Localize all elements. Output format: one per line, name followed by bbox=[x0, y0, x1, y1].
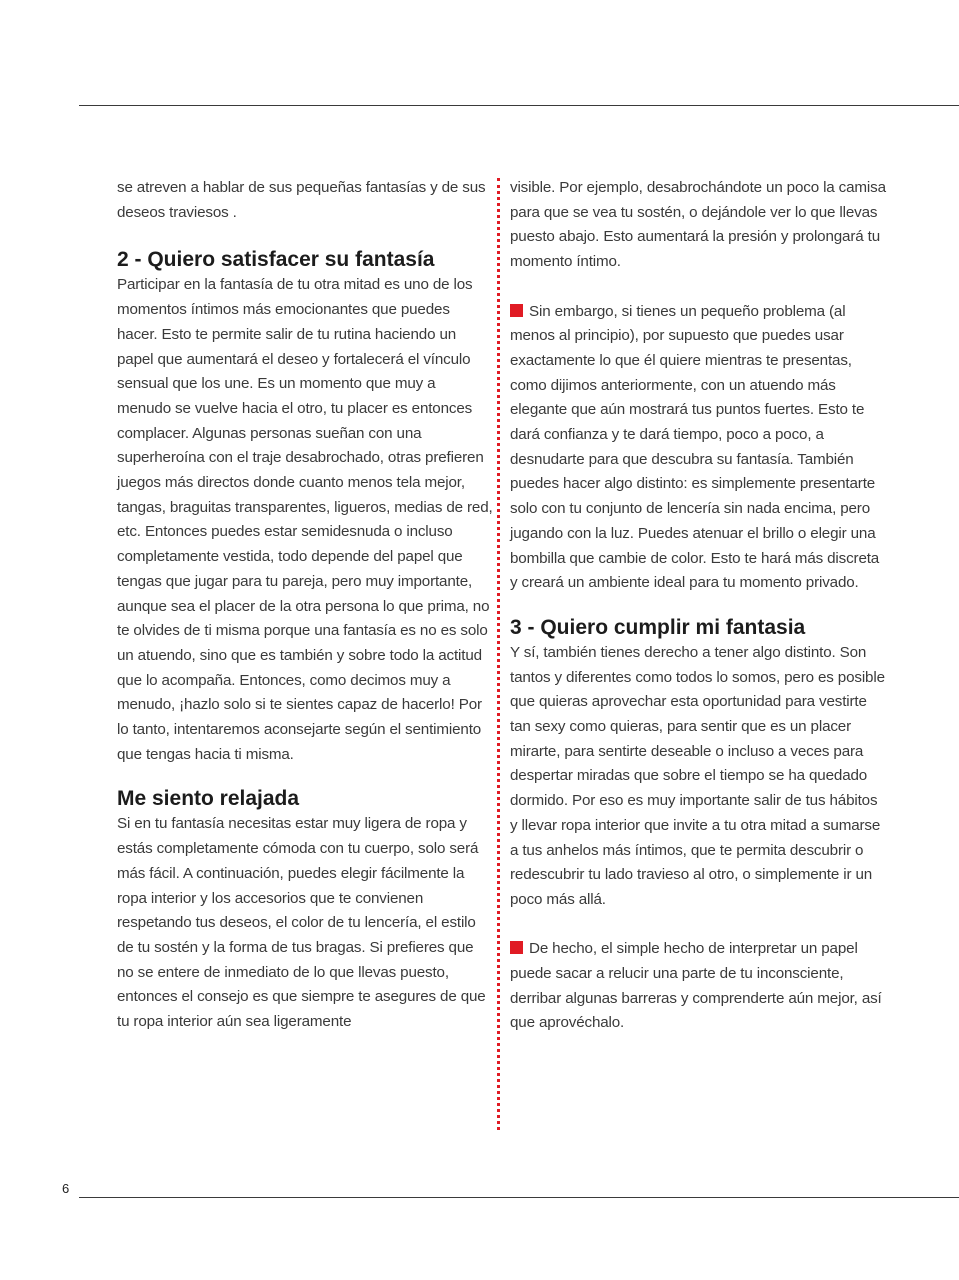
bottom-rule bbox=[79, 1197, 959, 1198]
right-column bbox=[510, 176, 888, 1036]
left-column bbox=[117, 176, 493, 1035]
top-rule bbox=[79, 105, 959, 106]
red-square-icon bbox=[510, 304, 523, 317]
continued-paragraph: visible. Por ejemplo, desabrochándote un poco la camisa para que se vea tu sostén, o dejándole ver lo que llevas puesto abajo. Esto aumentará la presión y prolongará tu momento íntimo. bbox=[510, 179, 886, 271]
section-3-paragraph: Y sí, también tienes derecho a tener algo distinto. Son tantos y diferentes como todos lo somos, pero es posible que quieras aprovechar esta oportunidad para vestirte tan sexy como quieras, para sentir que es un placer mirarte, para sentirte deseable o incluso a veces para despertar miradas que sobre el tiempo se ha quedado dormido. Por eso es muy importante salir de tus hábitos y llevar ropa interior que invite a tu otra mitad a sumarse a tus anhelos más íntimos, que te permita descubrir o redescubrir tu lado travieso al otro, o simplemente ir un poco más allá. bbox=[510, 643, 885, 908]
page-number: 6 bbox=[62, 1181, 70, 1196]
bullet-paragraph-2 bbox=[510, 937, 888, 1036]
section-heading-3: 3 - Quiero cumplir mi fantasia bbox=[510, 615, 806, 639]
red-square-icon bbox=[510, 941, 523, 954]
section-2-paragraph: Participar en la fantasía de tu otra mitad es uno de los momentos íntimos más emocionantes que puedes hacer. Esto te permite salir de tu rutina haciendo un papel que aumentará el deseo y fortalecerá el vínculo sensual que los une. Es un momento que muy a menudo se vuelve hacia el otro, tu placer es entonces complacer. Algunas personas sueñan con una superheroína con el traje desabrochado, otras prefieren juegos más directos donde cuanto menos tela mejor, tangas, braguitas transparentes, ligueros, medias de red, etc. Entonces puedes estar semidesnuda o incluso completamente vestida, todo depende del papel que tengas que jugar para tu pareja, pero muy importante, aunque sea el placer de la otra persona lo que prima, no te olvides de ti misma porque una fantasía es no es solo un atuendo, sino que es también y sobre todo la actitud que lo acompaña. Entonces, como decimos muy a menudo, ¡hazlo solo si te sientes capaz de hacerlo! Por lo tanto, intentaremos aconsejarte según el sentimiento que tengas hacia ti misma. bbox=[117, 276, 493, 763]
subheading-relajada: Me siento relajada bbox=[117, 787, 300, 811]
intro-paragraph: se atreven a hablar de sus pequeñas fantasías y de sus deseos traviesos . bbox=[117, 179, 486, 221]
bullet-paragraph-2-text: De hecho, el simple hecho de interpretar un papel puede sacar a relucir una parte de tu inconsciente, derribar algunas barreras y comprenderte aún mejor, así que aprovéchalo. bbox=[510, 940, 882, 1032]
relajada-paragraph: Si en tu fantasía necesitas estar muy ligera de ropa y estás completamente cómoda con tu cuerpo, solo será más fácil. A continuación, puedes elegir fácilmente la ropa interior y los accesorios que te convienen respetando tus deseos, el color de tu lencería, el estilo de tu sostén y la forma de tus bragas. Si prefieres que no se entere de inmediato de lo que llevas puesto, entonces el consejo es que siempre te asegures de que tu ropa interior aún sea ligeramente bbox=[117, 815, 486, 1031]
section-heading-2: 2 - Quiero satisfacer su fantasía bbox=[117, 248, 435, 272]
bullet-paragraph-1 bbox=[510, 300, 888, 596]
bullet-paragraph-1-text: Sin embargo, si tienes un pequeño problema (al menos al principio), por supuesto que puedes usar exactamente lo que él quiere mientras te presentas, como dijimos anteriormente, con un atuendo más elegante que aún mostrará tus puntos fuertes. Esto te dará confianza y te dará tiempo, poco a poco, a desnudarte para que descubra su fantasía. También puedes hacer algo distinto: es simplemente presentarte solo con tu conjunto de lencería sin nada encima, pero jugando con la luz. Puedes atenuar el brillo o elegir una bombilla que cambie de color. Esto te hará más discreta y creará un ambiente ideal para tu momento privado. bbox=[510, 302, 880, 592]
column-divider bbox=[497, 178, 500, 1130]
